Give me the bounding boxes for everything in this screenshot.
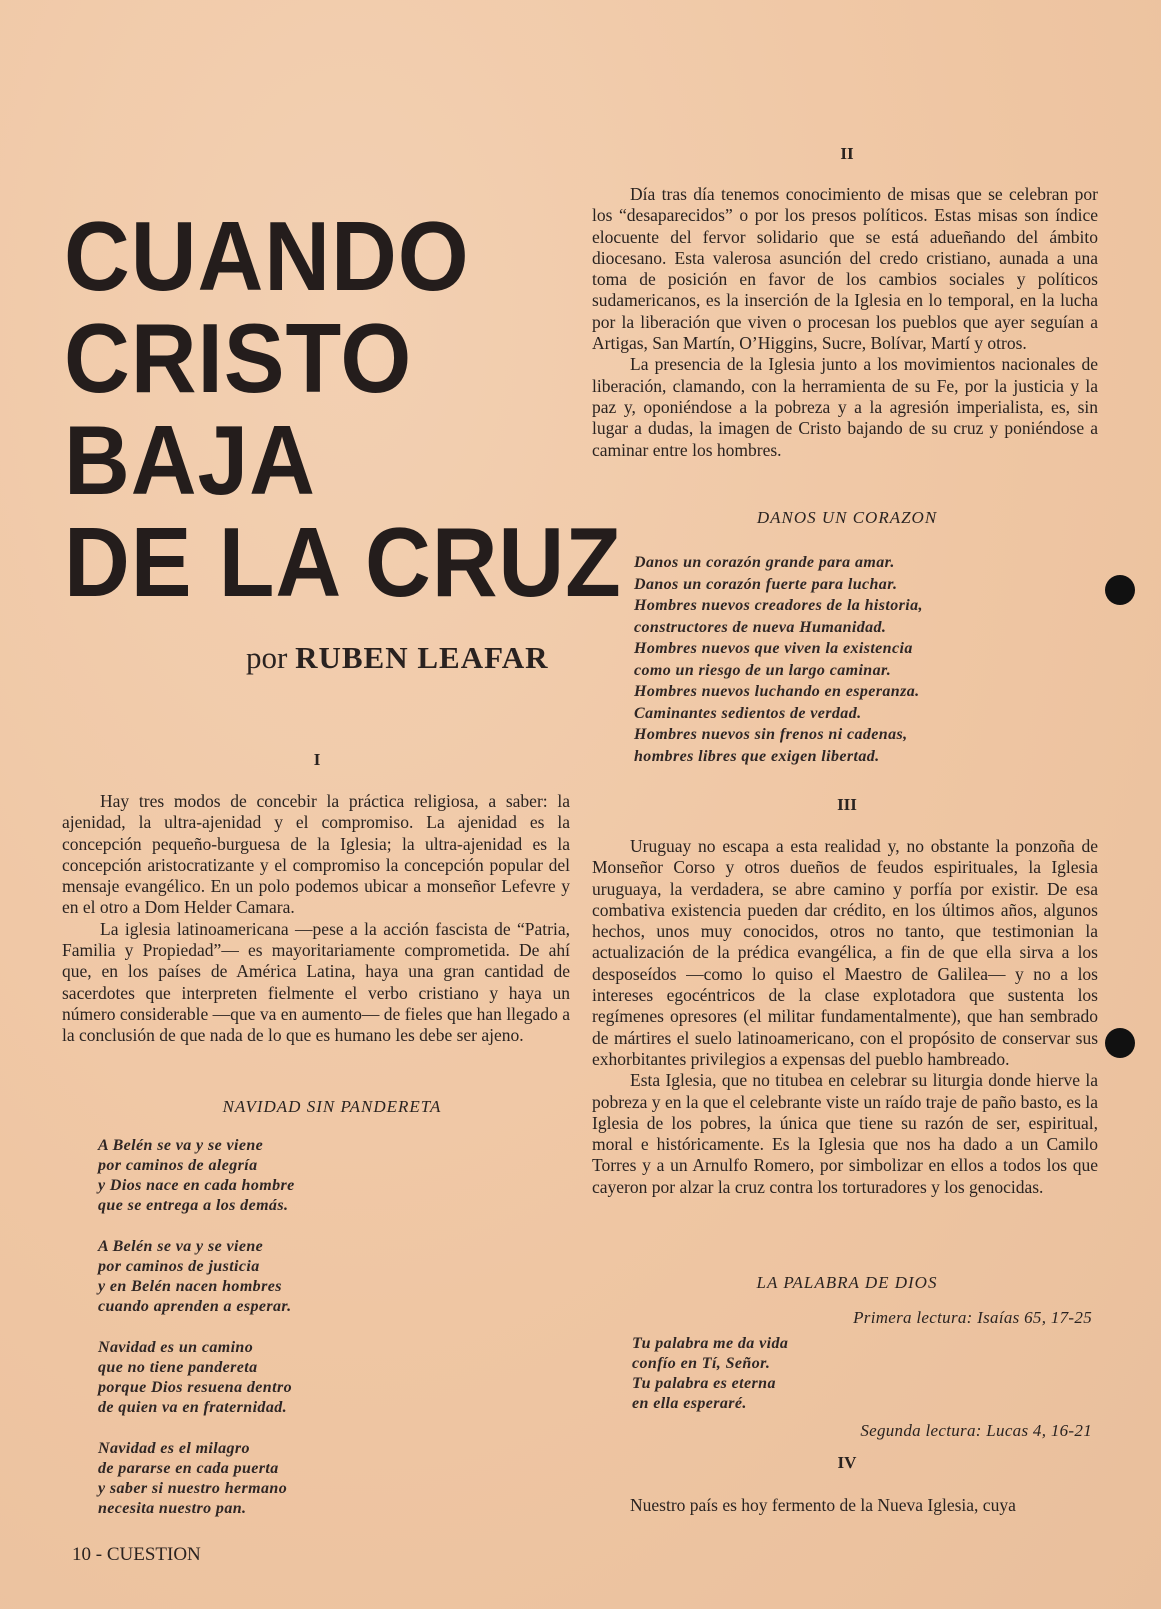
title-line: CUANDO (64, 201, 470, 311)
poem-line: Danos un corazón grande para amar. (634, 554, 895, 571)
poem-line: Hombres nuevos que viven la existencia (634, 640, 913, 657)
poem-line: Danos un corazón fuerte para luchar. (634, 575, 898, 593)
paragraph: La iglesia latinoamericana —pese a la acción fascista de “Patria, Familia y Propiedad”— es mayoritariamente comprometida. De ahí que, en los países de América Latina, haya una gran cantidad de sacerdotes que interpreten fielmente el verbo cristiano y haya un número considerable —que va en aumento— de fieles que han llegado a la conclusión de que nada de lo que es humano les debe ser ajeno. (62, 918, 570, 1046)
poem-line: A Belén se va y se viene (98, 1137, 264, 1154)
section-numeral: IV (837, 1453, 857, 1472)
section-numeral: I (313, 750, 321, 769)
poem-line: por caminos de justicia (98, 1258, 260, 1275)
poem-line: Hombres nuevos creadores de la historia, (634, 597, 923, 614)
poem-title: DANOS UN CORAZON (756, 508, 938, 527)
reading-reference: Segunda lectura: Lucas 4, 16-21 (860, 1421, 1092, 1440)
poem-line: que no tiene pandereta (98, 1359, 258, 1376)
poem-line: por caminos de alegría (98, 1157, 258, 1174)
poem-navidad (98, 1136, 295, 1540)
poem-line: Tu palabra me da vida (632, 1335, 789, 1352)
poem-line: y saber si nuestro hermano (98, 1480, 288, 1497)
binder-hole-icon (1105, 1028, 1135, 1058)
poem-line: necesita nuestro pan. (98, 1500, 247, 1517)
byline-prefix: por (246, 640, 288, 675)
poem-corazon (634, 552, 923, 767)
poem-line: como un riesgo de un largo caminar. (634, 661, 892, 679)
section-iii-body (592, 836, 1098, 1198)
poem-line: hombres libres que exigen libertad. (634, 747, 880, 765)
title-line: CRISTO (64, 303, 413, 413)
title-line: DE LA CRUZ (64, 507, 622, 617)
poem-line: confío en Tí, Señor. (632, 1355, 771, 1372)
section-numeral: II (840, 144, 854, 163)
poem-palabra (632, 1334, 788, 1414)
section-numeral: III (837, 795, 857, 814)
page-footer: 10 - CUESTION (72, 1544, 201, 1565)
poem-line: en ella esperaré. (632, 1395, 747, 1412)
section-iv-body (592, 1495, 1098, 1516)
title-line: BAJA (64, 405, 316, 515)
binder-hole-icon (1105, 575, 1135, 605)
poem-line: de quien va en fraternidad. (98, 1399, 288, 1416)
poem-line: Navidad es un camino (98, 1339, 254, 1356)
stanza (98, 1439, 295, 1519)
poem-line: de pararse en cada puerta (98, 1460, 279, 1477)
poem-line: Tu palabra es eterna (632, 1375, 776, 1392)
article-title (64, 201, 622, 617)
section-i-body (62, 791, 570, 1047)
poem-line: Hombres nuevos sin frenos ni cadenas, (634, 726, 908, 743)
paragraph: La presencia de la Iglesia junto a los movimientos nacionales de liberación, clamando, con la herramienta de su Fe, por la justicia y la paz y, oponiéndose a la pobreza y a la agresión imperialista, es, sin lugar a dudas, la imagen de Cristo bajando de su cruz y poniéndose a caminar entre los hombres. (592, 354, 1098, 460)
poem-line: y en Belén nacen hombres (98, 1278, 282, 1295)
poem-line: porque Dios resuena dentro (98, 1379, 292, 1396)
reading-reference: Primera lectura: Isaías 65, 17-25 (853, 1308, 1092, 1327)
paragraph: Uruguay no escapa a esta realidad y, no obstante la ponzoña de Monseñor Corso y otros dueños de feudos espirituales, la Iglesia uruguaya, la verdadera, se abre camino y porfía por existir. De esa combativa existencia pueden dar crédito, en los últimos años, algunos hechos, unos muy conocidos, otros no tanto, que testimonian la actualización de la prédica evangélica, a fin de que ella sirva a los desposeídos —como lo quiso el Maestro de Galilea— y no a los intereses egocéntricos de la clase explotadora que sustenta los regímenes opresores (el militar fundamentalmente), que han sembrado de mártires el suelo latinoamericano, con el propósito de conservar sus exhorbitantes privilegios a expensas del pueblo hambreado. (592, 836, 1098, 1069)
author-name: RUBEN LEAFAR (295, 640, 549, 675)
stanza (98, 1136, 295, 1216)
section-ii-body (592, 184, 1098, 461)
paragraph: Hay tres modos de concebir la práctica religiosa, a saber: la ajenidad, la ultra-ajenidad y el compromiso. La ajenidad es la concepción pequeño-burguesa de la Iglesia; la ultra-ajenidad es la concepción aristocratizante y el compromiso la concepción popular del mensaje evangélico. En un polo podemos ubicar a monseñor Lefevre y en el otro a Dom Helder Camara. (62, 791, 570, 918)
poem-line: cuando aprenden a esperar. (98, 1298, 292, 1315)
poem-line: Navidad es el milagro (98, 1440, 250, 1457)
stanza (98, 1237, 295, 1317)
poem-title: NAVIDAD SIN PANDERETA (222, 1097, 442, 1116)
poem-line: A Belén se va y se viene (98, 1238, 264, 1255)
poem-line: y Dios nace en cada hombre (98, 1177, 295, 1194)
paragraph: Esta Iglesia, que no titubea en celebrar su liturgia donde hierve la pobreza y en la que el celebrante viste un raído traje de paño basto, es la Iglesia de los pobres, la única que tiene su razón de ser, espiritual, moral e históricamente. Es la Iglesia que nos ha dado a un Camilo Torres y a un Arnulfo Romero, por simbolizar en ellos a todos los que cayeron por alzar la cruz contra los torturadores y los genocidas. (592, 1070, 1098, 1197)
poem-title: LA PALABRA DE DIOS (756, 1273, 938, 1292)
paragraph: Día tras día tenemos conocimiento de misas que se celebran por los “desaparecidos” o por los presos políticos. Estas misas son índice elocuente del fervor solidario que se está adueñando del ámbito diocesano. Esta valerosa asunción del credo cristiano, aunada a una toma de posición en favor de los cambios sociales y políticos sudamericanos, es la inserción de la Iglesia en lo temporal, en la lucha por la liberación que viven o procesan los pueblos que ayer seguían a Artigas, San Martín, O’Higgins, Sucre, Bolívar, Martí y otros. (592, 184, 1098, 354)
byline (246, 640, 549, 676)
poem-line: Hombres nuevos luchando en esperanza. (634, 683, 920, 700)
poem-line: Caminantes sedientos de verdad. (634, 704, 862, 722)
stanza (98, 1338, 295, 1418)
paragraph: Nuestro país es hoy fermento de la Nueva Iglesia, cuya (630, 1495, 1016, 1515)
poem-line: constructores de nueva Humanidad. (634, 618, 887, 636)
poem-line: que se entrega a los demás. (98, 1197, 289, 1214)
